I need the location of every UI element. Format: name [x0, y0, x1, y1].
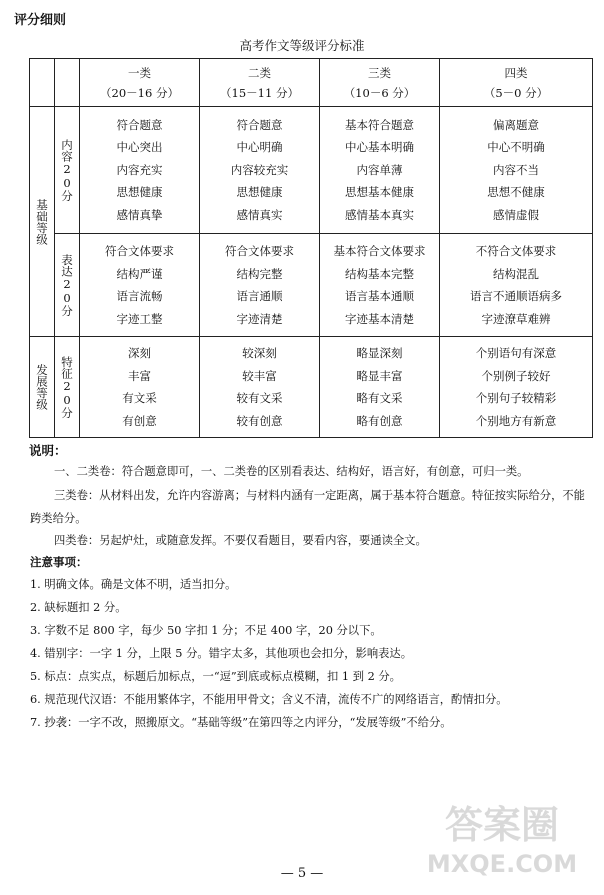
cell-line: 感情虚假 [493, 207, 539, 222]
cell-line: 丰富 [128, 368, 151, 383]
sub-label-cell [55, 234, 80, 337]
attention-item: 3. 字数不足 800 字，每少 50 字扣 1 分；不足 400 字，20 分以下。 [30, 624, 382, 637]
cell-line: 字迹基本清楚 [345, 311, 414, 326]
attention-item: 4. 错别字：一字 1 分，上限 5 分。错字太多，其他项也会扣分，影响表达。 [30, 647, 413, 660]
attention-item: 1. 明确文体。确是文体不明，适当扣分。 [30, 578, 237, 591]
cell-line: 思想不健康 [487, 185, 545, 200]
cell-line: 字迹工整 [116, 311, 163, 326]
sub-label: 内容20分 [60, 138, 74, 202]
table-row [30, 107, 593, 234]
cell-line: 中心基本明确 [345, 140, 414, 155]
scoring-table [29, 58, 593, 438]
watermark-text-2: MXQE.COM [426, 850, 578, 878]
cell-line: 结构混乱 [493, 266, 539, 281]
cell-line: 略显深刻 [356, 346, 403, 360]
attention-item: 6. 规范现代汉语：不能用繁体字，不能用甲骨文；含义不清，流传不广的网络语言，酌情扣分。 [30, 693, 508, 706]
table-cell [80, 337, 200, 438]
cell-line: 内容充实 [116, 162, 163, 177]
cell-line: 较深刻 [242, 346, 277, 360]
cell-line: 感情真挚 [116, 207, 163, 222]
cell-line: 深刻 [128, 346, 151, 360]
cell-line: 个别地方有新意 [475, 413, 557, 428]
cell-line: 较有创意 [236, 413, 283, 428]
cell-line: 结构完整 [236, 266, 283, 281]
table-title: 高考作文等级评分标准 [239, 38, 365, 53]
table-cell [80, 107, 200, 234]
cell-line: 基本符合文体要求 [333, 244, 426, 258]
cell-line: 内容较充实 [230, 162, 289, 177]
table-cell [320, 337, 440, 438]
cell-line: 思想基本健康 [345, 185, 414, 200]
table-cell [440, 234, 593, 337]
attention-item: 7. 抄袭：一字不改，照搬原文。“基础等级”在第四等之内评分，“发展等级”不给分。 [30, 716, 452, 729]
cell-line: 感情基本真实 [345, 207, 414, 222]
cell-line: 结构严谨 [116, 266, 163, 281]
column-header: 一类 （20－16 分） [80, 59, 200, 107]
cell-line: 中心突出 [116, 140, 163, 155]
cell-line: 有文采 [122, 391, 157, 405]
group-label: 基础等级 [35, 198, 49, 245]
cell-line: 语言流畅 [116, 289, 163, 303]
column-header: 二类 （15－11 分） [200, 59, 320, 107]
cell-line: 个别句子较精彩 [475, 391, 557, 405]
sub-label-cell [55, 337, 80, 438]
table-row [30, 234, 593, 337]
table-cell [440, 337, 593, 438]
cell-line: 内容不当 [493, 162, 539, 177]
notes-heading: 说明： [29, 443, 67, 458]
table-row [30, 337, 593, 438]
corner-cell [55, 59, 80, 107]
cell-line: 语言不通顺语病多 [470, 289, 562, 303]
table-cell [320, 234, 440, 337]
sub-label: 特征20分 [60, 355, 74, 419]
cell-line: 略显丰富 [356, 368, 403, 383]
column-header: 三类 （10－6 分） [320, 59, 440, 107]
cell-line: 符合题意 [236, 117, 283, 132]
cell-line: 个别语句有深意 [475, 346, 557, 360]
attention-item: 5. 标点：点实点，标题后加标点，一“逗”到底或标点模糊，扣 1 到 2 分。 [30, 670, 401, 683]
watermark-text-1: 答案圈 [444, 803, 560, 847]
cell-line: 符合文体要求 [225, 244, 294, 258]
group-label-cell [30, 337, 55, 438]
table-cell [320, 107, 440, 234]
table-header-row [30, 59, 593, 107]
cell-line: 结构基本完整 [345, 266, 414, 281]
cell-line: 感情真实 [236, 207, 283, 222]
cell-line: 基本符合题意 [345, 117, 414, 132]
cell-line: 略有创意 [356, 413, 403, 428]
cell-line: 思想健康 [116, 185, 163, 200]
cell-line: 字迹潦草难辨 [481, 311, 551, 326]
cell-line: 有创意 [122, 413, 157, 428]
cell-line: 语言基本通顺 [345, 289, 414, 303]
sub-label-cell [55, 107, 80, 234]
cell-line: 符合题意 [116, 117, 163, 132]
group-label: 发展等级 [35, 364, 49, 410]
table-cell [80, 234, 200, 337]
group-label-cell [30, 107, 55, 337]
cell-line: 偏离题意 [493, 117, 539, 132]
cell-line: 略有文采 [356, 391, 403, 405]
corner-cell [30, 59, 55, 107]
cell-line: 语言通顺 [236, 289, 283, 303]
table-cell [200, 107, 320, 234]
column-header: 四类 （5－0 分） [440, 59, 593, 107]
table-cell [440, 107, 593, 234]
attention-heading: 注意事项： [30, 555, 88, 569]
note-paragraph: 一、二类卷：符合题意即可，一、二类卷的区别看表达、结构好，语言好，有创意，可归一类。 [54, 465, 529, 478]
cell-line: 思想健康 [236, 185, 283, 200]
cell-line: 不符合文体要求 [475, 244, 557, 258]
page-title: 评分细则 [14, 13, 67, 28]
attention-item: 2. 缺标题扣 2 分。 [30, 601, 127, 614]
cell-line: 较有文采 [236, 391, 283, 405]
cell-line: 个别例子较好 [481, 368, 551, 383]
cell-line: 字迹清楚 [236, 311, 283, 326]
watermark-logo [412, 790, 592, 880]
cell-line: 中心明确 [236, 140, 283, 155]
note-paragraph: 三类卷：从材料出发，允许内容游离；与材料内涵有一定距离，属于基本符合题意。特征按实际给分，不能跨类给分。 [30, 489, 585, 525]
cell-line: 中心不明确 [487, 140, 545, 155]
cell-line: 较丰富 [242, 368, 277, 383]
table-cell [200, 337, 320, 438]
page-number: — 5 — [280, 866, 324, 881]
sub-label: 表达20分 [60, 253, 74, 317]
cell-line: 内容单薄 [356, 162, 403, 177]
table-cell [200, 234, 320, 337]
note-paragraph: 四类卷：另起炉灶，或随意发挥。不要仅看题目，要看内容，要通读全文。 [54, 534, 427, 547]
cell-line: 符合文体要求 [105, 244, 174, 258]
